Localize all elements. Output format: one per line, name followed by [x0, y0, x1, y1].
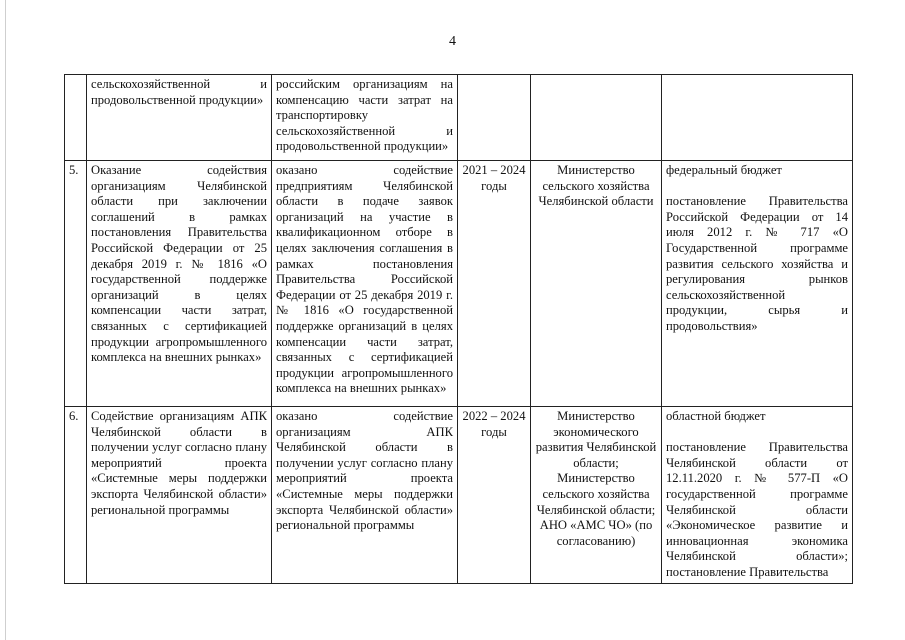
measure-cell: Содействие организациям АПК Челябинской области в получении услуг согласно плану мероприятий проекта «Системные меры поддержки экспорта Челябинской области» региональной программы — [87, 407, 272, 584]
table-row — [65, 75, 853, 161]
measures-table — [64, 74, 853, 584]
result-cell: оказано содействие организациям АПК Челябинской области в получении услуг согласно плану мероприятий проекта «Системные меры поддержки экспорта Челябинской области» региональной программы — [272, 407, 458, 584]
scan-margin-line — [5, 0, 6, 640]
funding-basis-cell — [662, 161, 853, 407]
row-number: 6. — [65, 407, 87, 584]
row-number — [65, 75, 87, 161]
period-cell: 2022 – 2024 годы — [458, 407, 531, 584]
executor-cell: Министерство экономического развития Челябинской области; Министерство сельского хозяйства Челябинской области; АНО «АМС ЧО» (по согласованию) — [531, 407, 662, 584]
row-number: 5. — [65, 161, 87, 407]
funding-basis-cell — [662, 75, 853, 161]
legal-basis: постановление Правительства Челябинской области от 12.11.2020 г. № 577-П «О государственной программе Челябинской области «Экономическое развитие и инновационная экономика Челябинской области»; постановление Правительства — [666, 440, 848, 579]
table-row — [65, 407, 853, 584]
legal-basis: постановление Правительства Российской Федерации от 14 июля 2012 г. № 717 «О Государственной программе развития сельского хозяйства и регулирования рынков сельскохозяйственной продукции, сырья и продовольствия» — [666, 194, 848, 333]
page-number: 4 — [449, 34, 456, 49]
result-cell: российским организациям на компенсацию части затрат на транспортировку сельскохозяйственной и продовольственной продукции» — [272, 75, 458, 161]
period-cell: 2021 – 2024 годы — [458, 161, 531, 407]
executor-cell — [531, 75, 662, 161]
measure-cell: сельскохозяйственной и продовольственной продукции» — [87, 75, 272, 161]
executor-cell: Министерство сельского хозяйства Челябинской области — [531, 161, 662, 407]
funding-basis-cell — [662, 407, 853, 584]
funding-source: областной бюджет — [666, 409, 766, 423]
result-cell: оказано содействие предприятиям Челябинской области в подаче заявок организаций на участие в квалификационном отборе в целях заключения соглашения в рамках постановления Правительства Российской Федерации от 25 декабря 2019 г. № 1816 «О государственной поддержке организаций в целях компенсации части затрат, связанных с сертификацией продукции агропромышленного комплекса на внешних рынках» — [272, 161, 458, 407]
measure-cell: Оказание содействия организациям Челябинской области при заключении соглашений в рамках постановления Правительства Российской Федерации от 25 декабря 2019 г. № 1816 «О государственной поддержке организаций в целях компенсации части затрат, связанных с сертификацией продукции агропромышленного комплекса на внешних рынках» — [87, 161, 272, 407]
funding-source: федеральный бюджет — [666, 163, 782, 177]
period-cell — [458, 75, 531, 161]
table-row — [65, 161, 853, 407]
